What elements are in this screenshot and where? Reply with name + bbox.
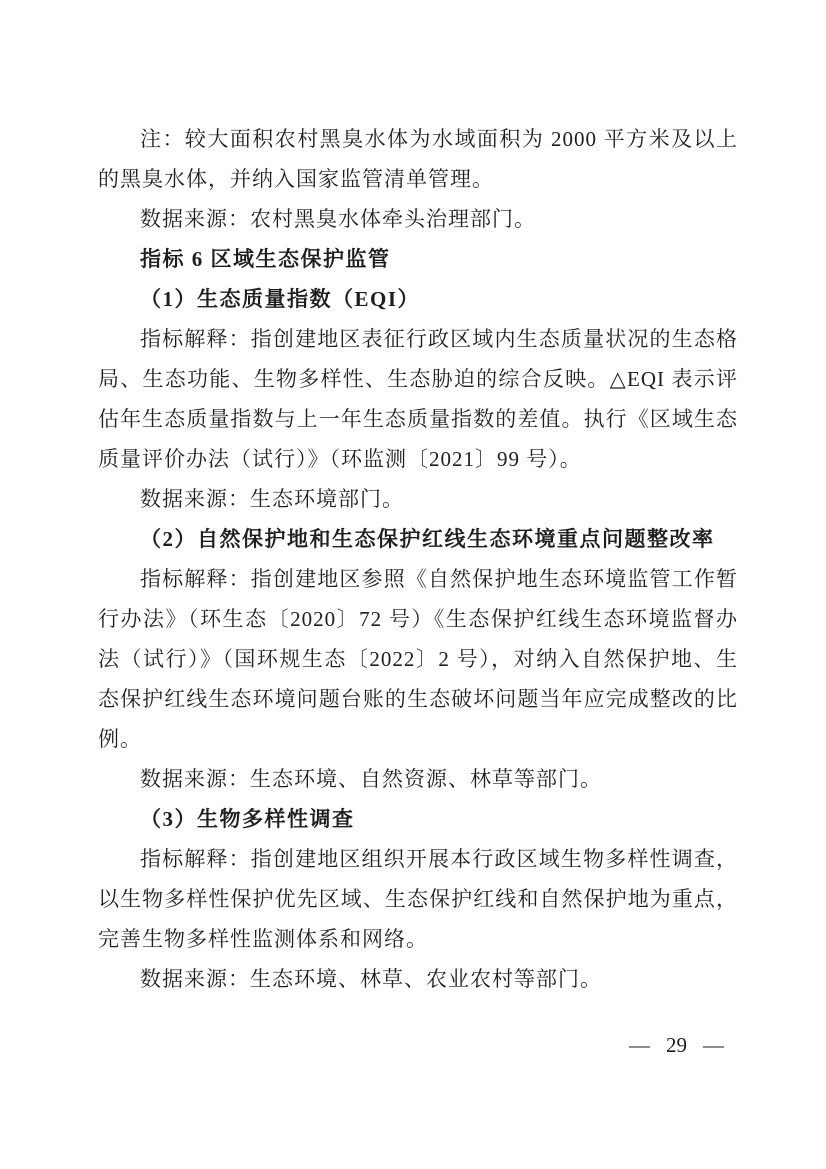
data-source-line-black-odorous-water: 数据来源：农村黑臭水体牵头治理部门。 [140,207,536,231]
explanation-paragraph-rectification-rate: 指标解释：指创建地区参照《自然保护地生态环境监管工作暂行办法》（环生态〔2020〕72 号）《生态保护红线生态环境监督办法（试行）》（国环规生态〔2022〕2 号），对纳入自然保护地、生态保护红线生态环境问题台账的生态破坏问题当年应完成整改的比例。 [98,567,738,751]
data-source-line-biodiversity: 数据来源：生态环境、林草、农业农村等部门。 [140,967,602,991]
data-source-line-rectification-rate: 数据来源：生态环境、自然资源、林草等部门。 [140,767,602,791]
subheading-3-biodiversity-survey: （3）生物多样性调查 [140,807,355,831]
page-footer [629,1033,724,1058]
data-source-line-eqi: 数据来源：生态环境部门。 [140,487,404,511]
explanation-paragraph-eqi: 指标解释：指创建地区表征行政区域内生态质量状况的生态格局、生态功能、生物多样性、生态胁迫的综合反映。△EQI 表示评估年生态质量指数与上一年生态质量指数的差值。执行《区域生态质量评价办法（试行）》（环监测〔2021〕99 号）。 [98,327,738,471]
explanation-paragraph-biodiversity: 指标解释：指创建地区组织开展本行政区域生物多样性调查，以生物多样性保护优先区域、生态保护红线和自然保护地为重点，完善生物多样性监测体系和网络。 [98,847,738,951]
footer-right-dash: — [703,1033,724,1057]
subheading-2-rectification-rate: （2）自然保护地和生态保护红线生态环境重点问题整改率 [140,527,715,551]
document-text-block [98,119,738,999]
note-paragraph: 注：较大面积农村黑臭水体为水域面积为 2000 平方米及以上的黑臭水体，并纳入国家监管清单管理。 [98,127,738,191]
footer-left-dash: — [629,1033,650,1057]
indicator-6-heading: 指标 6 区域生态保护监管 [140,247,391,271]
subheading-1-eqi: （1）生态质量指数（EQI） [140,287,421,311]
page-number: 29 [666,1033,687,1057]
